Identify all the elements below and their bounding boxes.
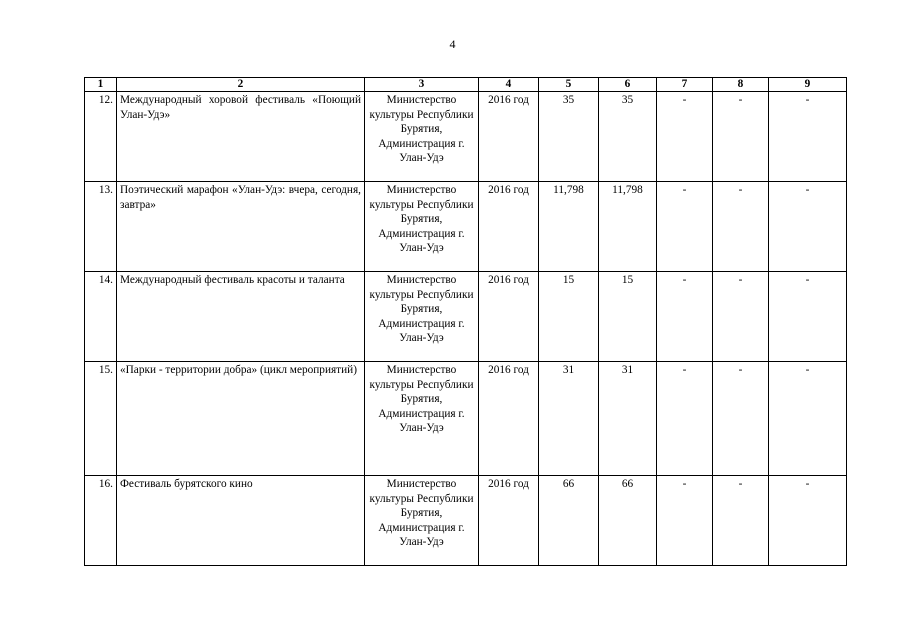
year-cell: 2016 год: [479, 92, 539, 182]
value-col-9: -: [769, 92, 847, 182]
row-number: 16.: [85, 476, 117, 566]
value-col-6: 11,798: [599, 182, 657, 272]
event-name: Поэтический марафон «Улан-Удэ: вчера, сегодня, завтра»: [117, 182, 365, 272]
header-cell-3: 3: [365, 78, 479, 92]
year-cell: 2016 год: [479, 362, 539, 476]
header-cell-4: 4: [479, 78, 539, 92]
value-col-9: -: [769, 182, 847, 272]
value-col-8: -: [713, 182, 769, 272]
value-col-5: 31: [539, 362, 599, 476]
table-row: [85, 182, 847, 272]
value-col-5: 66: [539, 476, 599, 566]
value-col-9: -: [769, 476, 847, 566]
header-cell-1: 1: [85, 78, 117, 92]
row-number: 13.: [85, 182, 117, 272]
responsible-org: Министерство культуры Республики Бурятия, Администрация г. Улан-Удэ: [365, 362, 479, 476]
value-col-8: -: [713, 362, 769, 476]
value-col-7: -: [657, 476, 713, 566]
header-cell-5: 5: [539, 78, 599, 92]
header-cell-2: 2: [117, 78, 365, 92]
table-row: [85, 92, 847, 182]
event-name: Международный хоровой фестиваль «Поющий Улан-Удэ»: [117, 92, 365, 182]
table-body: [85, 92, 847, 566]
value-col-8: -: [713, 92, 769, 182]
row-number: 12.: [85, 92, 117, 182]
event-name: Международный фестиваль красоты и таланта: [117, 272, 365, 362]
header-cell-7: 7: [657, 78, 713, 92]
table-row: [85, 272, 847, 362]
event-name: Фестиваль бурятского кино: [117, 476, 365, 566]
responsible-org: Министерство культуры Республики Бурятия, Администрация г. Улан-Удэ: [365, 182, 479, 272]
value-col-5: 15: [539, 272, 599, 362]
value-col-5: 11,798: [539, 182, 599, 272]
year-cell: 2016 год: [479, 182, 539, 272]
value-col-7: -: [657, 362, 713, 476]
value-col-6: 66: [599, 476, 657, 566]
value-col-6: 15: [599, 272, 657, 362]
responsible-org: Министерство культуры Республики Бурятия, Администрация г. Улан-Удэ: [365, 272, 479, 362]
table-row: [85, 476, 847, 566]
event-name: «Парки - территории добра» (цикл мероприятий): [117, 362, 365, 476]
value-col-9: -: [769, 362, 847, 476]
value-col-7: -: [657, 182, 713, 272]
table-header: [85, 78, 847, 92]
header-row: [85, 78, 847, 92]
year-cell: 2016 год: [479, 476, 539, 566]
value-col-8: -: [713, 476, 769, 566]
header-cell-8: 8: [713, 78, 769, 92]
value-col-7: -: [657, 272, 713, 362]
value-col-6: 31: [599, 362, 657, 476]
table-row: [85, 362, 847, 476]
row-number: 14.: [85, 272, 117, 362]
header-cell-6: 6: [599, 78, 657, 92]
value-col-9: -: [769, 272, 847, 362]
header-cell-9: 9: [769, 78, 847, 92]
responsible-org: Министерство культуры Республики Бурятия, Администрация г. Улан-Удэ: [365, 92, 479, 182]
data-table: [84, 77, 847, 566]
responsible-org: Министерство культуры Республики Бурятия, Администрация г. Улан-Удэ: [365, 476, 479, 566]
value-col-8: -: [713, 272, 769, 362]
value-col-5: 35: [539, 92, 599, 182]
row-number: 15.: [85, 362, 117, 476]
value-col-6: 35: [599, 92, 657, 182]
value-col-7: -: [657, 92, 713, 182]
year-cell: 2016 год: [479, 272, 539, 362]
page-number: 4: [449, 37, 456, 51]
